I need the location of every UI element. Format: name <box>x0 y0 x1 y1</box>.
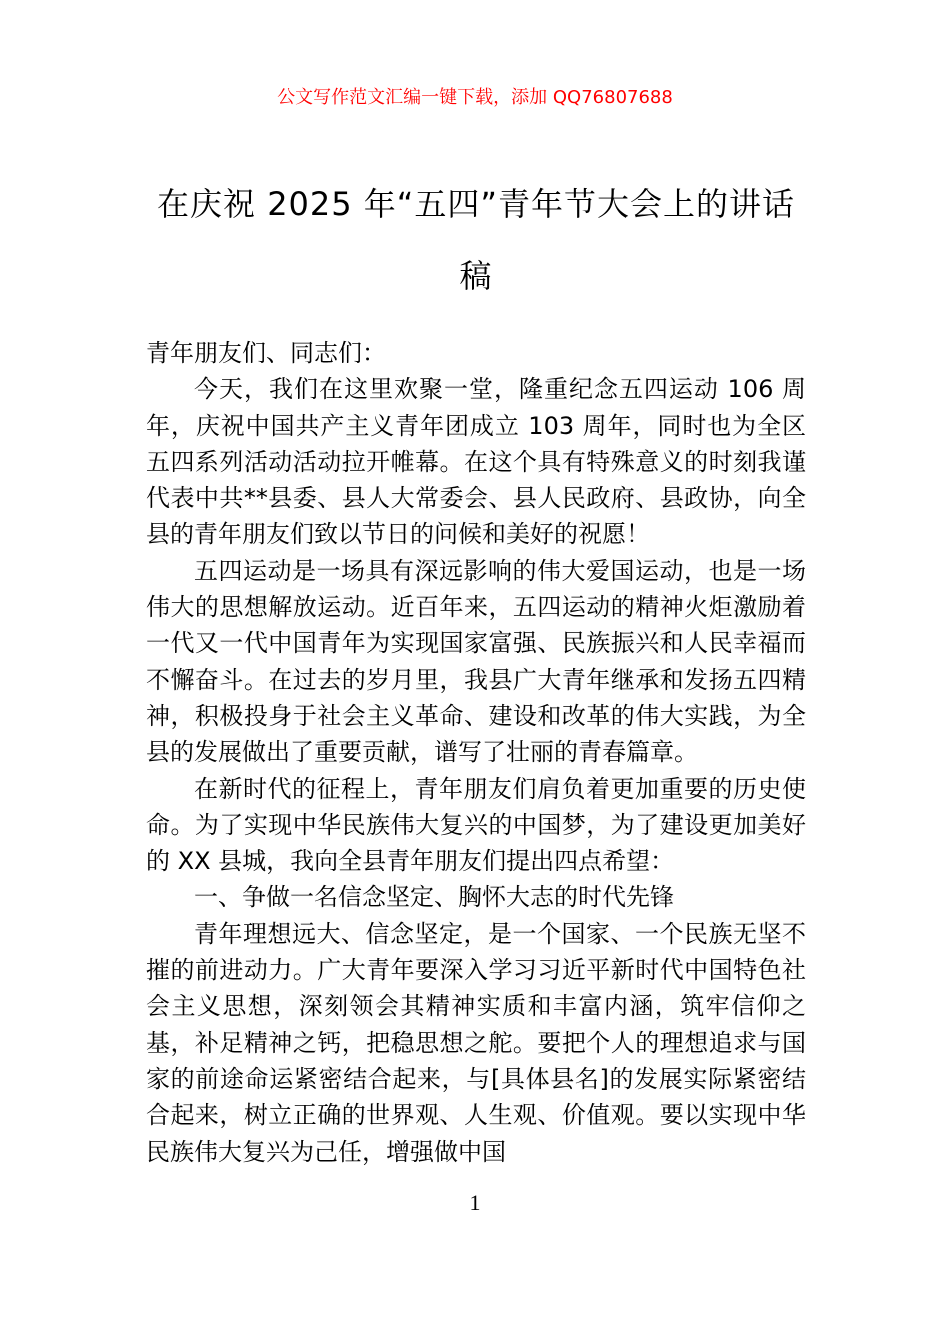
paragraph-hopes-intro: 在新时代的征程上，青年朋友们肩负着更加重要的历史使命。为了实现中华民族伟大复兴的中国梦，为了建设更加美好的 XX 县城，我向全县青年朋友们提出四点希望： <box>146 774 806 876</box>
document-title: 在庆祝 2025 年“五四”青年节大会上的讲话稿 <box>157 185 795 295</box>
paragraph-section-1: 青年理想远大、信念坚定，是一个国家、一个民族无坚不摧的前进动力。广大青年要深入学习习近平新时代中国特色社会主义思想，深刻领会其精神实质和丰富内涵，筑牢信仰之基，补足精神之钙，把稳思想之舵。要把个人的理想追求与国家的前途命运紧密结合起来，与[具体县名]的发展实际紧密结合起来，树立正确的世界观、人生观、价值观。要以实现中华民族伟大复兴为己任，增强做中国 <box>146 919 806 1166</box>
section-heading-1: 一、争做一名信念坚定、胸怀大志的时代先锋 <box>194 883 674 912</box>
paragraph-history: 五四运动是一场具有深远影响的伟大爱国运动，也是一场伟大的思想解放运动。近百年来，五四运动的精神火炬激励着一代又一代中国青年为实现国家富强、民族振兴和人民幸福而不懈奋斗。在过去的岁月里，我县广大青年继承和发扬五四精神，积极投身于社会主义革命、建设和改革的伟大实践，为全县的发展做出了重要贡献，谱写了壮丽的青春篇章。 <box>146 556 806 767</box>
paragraph-opening: 今天，我们在这里欢聚一堂，隆重纪念五四运动 106 周年，庆祝中国共产主义青年团成立 103 周年，同时也为全区五四系列活动活动拉开帷幕。在这个具有特殊意义的时刻我谨代表中共**县委、县人大常委会、县人民政府、县政协，向全县的青年朋友们致以节日的问候和美好的祝愿！ <box>146 375 806 549</box>
document-body <box>146 335 806 1170</box>
salutation: 青年朋友们、同志们： <box>146 339 386 367</box>
download-promo-note: 公文写作范文汇编一键下载，添加 QQ76807688 <box>277 87 673 108</box>
page-number: 1 <box>469 1190 481 1215</box>
